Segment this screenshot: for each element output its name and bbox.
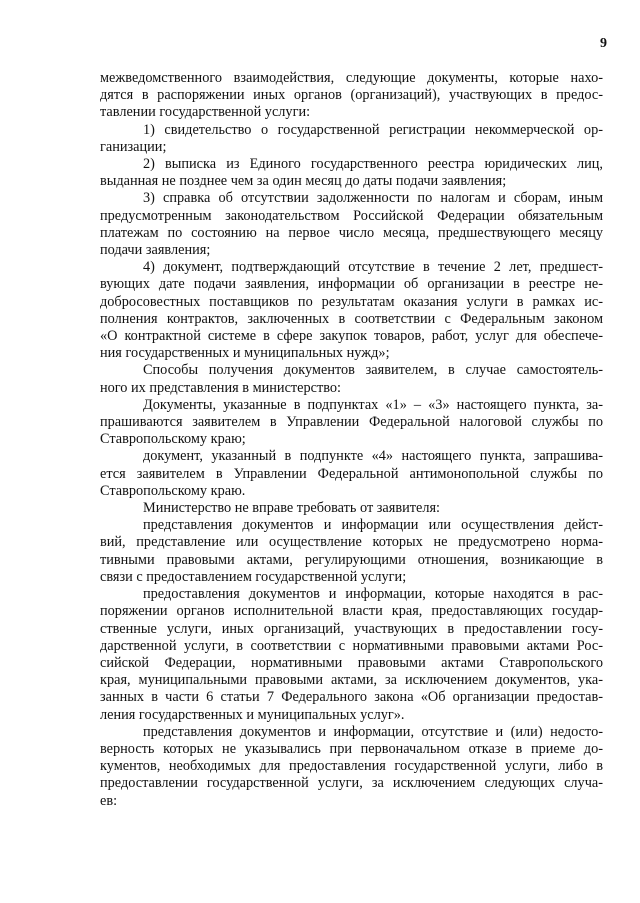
- text-line: прашиваются заявителем в Управлении Федеральной налоговой службы по: [100, 414, 603, 431]
- paragraph: [100, 362, 603, 396]
- paragraph: [100, 397, 603, 449]
- paragraph: [100, 517, 603, 586]
- text-line: полнения контрактов, заключенных в соответствии с Федеральным законом: [100, 310, 603, 327]
- paragraph: [100, 448, 603, 500]
- paragraph: [100, 724, 603, 810]
- text-line: подачи заявления;: [100, 242, 211, 259]
- text-line: Способы получения документов заявителем, в случае самостоятель-: [143, 362, 603, 379]
- text-line: тивными правовыми актами, регулирующими отношения, возникающие в: [100, 551, 603, 568]
- text-line: выданная не позднее чем за один месяц до даты подачи заявления;: [100, 173, 507, 190]
- text-line: Документы, указанные в подпунктах «1» – «3» настоящего пункта, за-: [143, 396, 603, 413]
- text-line: связи с предоставлением государственной услуги;: [100, 568, 407, 585]
- paragraph: [100, 500, 603, 517]
- paragraph: [100, 122, 603, 156]
- text-line: предоставления документов и информации, которые находятся в рас-: [143, 586, 603, 603]
- text-line: занных в части 6 статьи 7 Федерального закона «Об организации предостав-: [100, 689, 603, 706]
- document-body: [100, 70, 603, 810]
- text-line: документ, указанный в подпункте «4» настоящего пункта, запрашива-: [143, 448, 603, 465]
- paragraph: [100, 586, 603, 724]
- text-line: ганизации;: [100, 138, 167, 155]
- paragraph: [100, 259, 603, 362]
- text-line: 4) документ, подтверждающий отсутствие в течение 2 лет, предшест-: [143, 259, 603, 276]
- text-line: ного их представления в министерство:: [100, 379, 342, 396]
- paragraph: [100, 190, 603, 259]
- text-line: предоставлении государственной услуги, за исключением следующих случа-: [100, 775, 603, 792]
- text-line: ется заявителем в Управлении Федеральной антимонопольной службы по: [100, 465, 603, 482]
- page-number: 9: [600, 36, 607, 51]
- text-line: платежам по состоянию на первое число месяца, предшествующего месяцу: [100, 224, 603, 241]
- text-line: «О контрактной системе в сфере закупок товаров, работ, услуг для обеспече-: [100, 328, 603, 345]
- text-line: верность которых не указывались при первоначальном отказе в приеме до-: [100, 740, 603, 757]
- text-line: Министерство не вправе требовать от заявителя:: [143, 500, 441, 517]
- text-line: предусмотренным законодательством Российской Федерации обязательным: [100, 207, 603, 224]
- text-line: межведомственного взаимодействия, следующие документы, которые нахо-: [100, 70, 603, 86]
- text-line: кументов, необходимых для предоставления государственной услуги, либо в: [100, 758, 603, 775]
- text-line: ния государственных и муниципальных нужд»;: [100, 345, 390, 362]
- text-line: дарственной услуги, в соответствии с нормативными правовыми актами Рос-: [100, 637, 603, 654]
- text-line: края, муниципальными правовыми актами, за исключением документов, ука-: [100, 672, 603, 689]
- text-line: 1) свидетельство о государственной регистрации некоммерческой ор-: [143, 121, 603, 138]
- text-line: дятся в распоряжении иных органов (организаций), участвующих в предос-: [100, 87, 603, 104]
- text-line: ев:: [100, 792, 118, 809]
- text-line: вий, представление или осуществление которых не предусмотрено норма-: [100, 534, 603, 551]
- text-line: поряжении органов исполнительной власти края, предоставляющих государ-: [100, 603, 603, 620]
- text-line: ственные услуги, иных организаций, участвующих в предоставлении госу-: [100, 620, 603, 637]
- paragraph: [100, 156, 603, 190]
- text-line: ления государственных и муниципальных услуг».: [100, 706, 405, 723]
- text-line: представления документов и информации или осуществления дейст-: [143, 517, 603, 534]
- paragraph: [100, 70, 603, 122]
- text-line: Ставропольскому краю.: [100, 482, 246, 499]
- text-line: представления документов и информации, отсутствие и (или) недосто-: [143, 723, 603, 740]
- text-line: тавлении государственной услуги:: [100, 104, 311, 121]
- text-line: сийской Федерации, нормативными правовыми актами Ставропольского: [100, 654, 603, 671]
- text-line: 2) выписка из Единого государственного реестра юридических лиц,: [143, 156, 603, 173]
- text-line: вующих дате подачи заявления, информации об организации в реестре не-: [100, 276, 603, 293]
- text-line: Ставропольскому краю;: [100, 431, 246, 448]
- text-line: 3) справка об отсутствии задолженности по налогам и сборам, иным: [143, 190, 603, 207]
- text-line: добросовестных поставщиков по результатам оказания услуги в рамках ис-: [100, 293, 603, 310]
